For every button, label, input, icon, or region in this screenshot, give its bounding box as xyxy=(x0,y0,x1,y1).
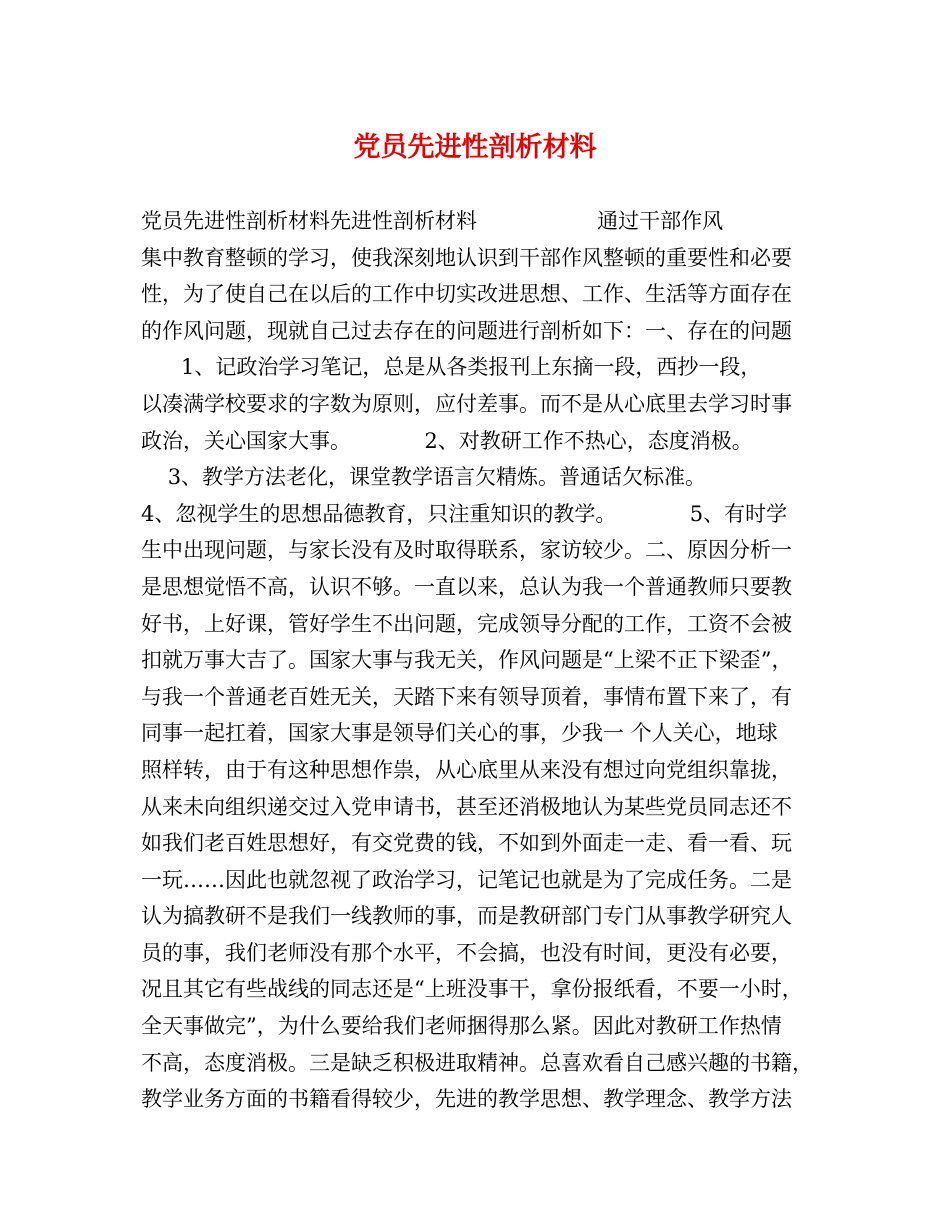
body-line: 1、记政治学习笔记，总是从各类报刊上东摘一段，西抄一段， xyxy=(141,355,762,380)
document-title: 党员先进性剖析材料 xyxy=(353,132,597,163)
body-line: 是思想觉悟不高，认识不够。一直以来，总认为我一个普通教师只要教 xyxy=(141,574,792,599)
body-line: 以凑满学校要求的字数为原则，应付差事。而不是从心底里去学习时事 xyxy=(141,391,792,416)
body-line: 集中教育整顿的学习，使我深刻地认识到干部作风整顿的重要性和必要 xyxy=(141,245,792,270)
body-line: 好书，上好课，管好学生不出问题，完成领导分配的工作，工资不会被 xyxy=(141,611,792,636)
body-line: 照样转，由于有这种思想作祟，从心底里从来没有想过向党组织靠拢， xyxy=(141,757,792,782)
body-line: 4、忽视学生的思想品德教育，只注重知识的教学。 5、有时学 xyxy=(141,501,788,526)
body-line: 与我一个普通老百姓无关，天踏下来有领导顶着，事情布置下来了，有 xyxy=(141,684,792,709)
body-line: 党员先进性剖析材料先进性剖析材料 通过干部作风 xyxy=(141,209,724,233)
body-line: 教学业务方面的书籍看得较少，先进的教学思想、教学理念、教学方法 xyxy=(141,1087,792,1112)
body-line: 3、教学方法老化，课堂教学语言欠精炼。普通话欠标准。 xyxy=(141,465,707,490)
body-line: 的作风问题，现就自己过去存在的问题进行剖析如下：一、存在的问题 xyxy=(141,318,792,343)
body-line: 况且其它有些战线的同志还是“上班没事干，拿份报纸看，不要一小时， xyxy=(141,977,803,1002)
document-body xyxy=(141,203,816,1118)
body-line: 全天事做完”，为什么要给我们老师捆得那么紧。因此对教研工作热情 xyxy=(141,1014,782,1039)
body-line: 性，为了使自己在以后的工作中切实改进思想、工作、生活等方面存在 xyxy=(141,282,792,307)
body-line: 不高，态度消极。三是缺乏积极进取精神。总喜欢看自己感兴趣的书籍， xyxy=(141,1050,813,1075)
body-line: 如我们老百姓思想好，有交党费的钱，不如到外面走一走、看一看、玩 xyxy=(141,831,792,856)
body-line: 同事一起扛着，国家大事是领导们关心的事，少我一 个人关心，地球 xyxy=(141,721,778,746)
body-line: 扣就万事大吉了。国家大事与我无关，作风问题是“上梁不正下梁歪”， xyxy=(141,648,793,673)
body-line: 从来未向组织递交过入党申请书，甚至还消极地认为某些党员同志还不 xyxy=(141,794,792,819)
body-line: 一玩……因此也就忽视了政治学习，记笔记也就是为了完成任务。二是 xyxy=(141,867,792,892)
body-line: 认为搞教研不是我们一线教师的事，而是教研部门专门从事教学研究人 xyxy=(141,904,792,929)
body-line: 员的事，我们老师没有那个水平，不会搞，也没有时间，更没有必要， xyxy=(141,940,792,965)
body-line: 政治，关心国家大事。 2、对教研工作不热心，态度消极。 xyxy=(141,428,753,453)
body-line: 生中出现问题，与家长没有及时取得联系，家访较少。二、原因分析一 xyxy=(141,538,792,563)
